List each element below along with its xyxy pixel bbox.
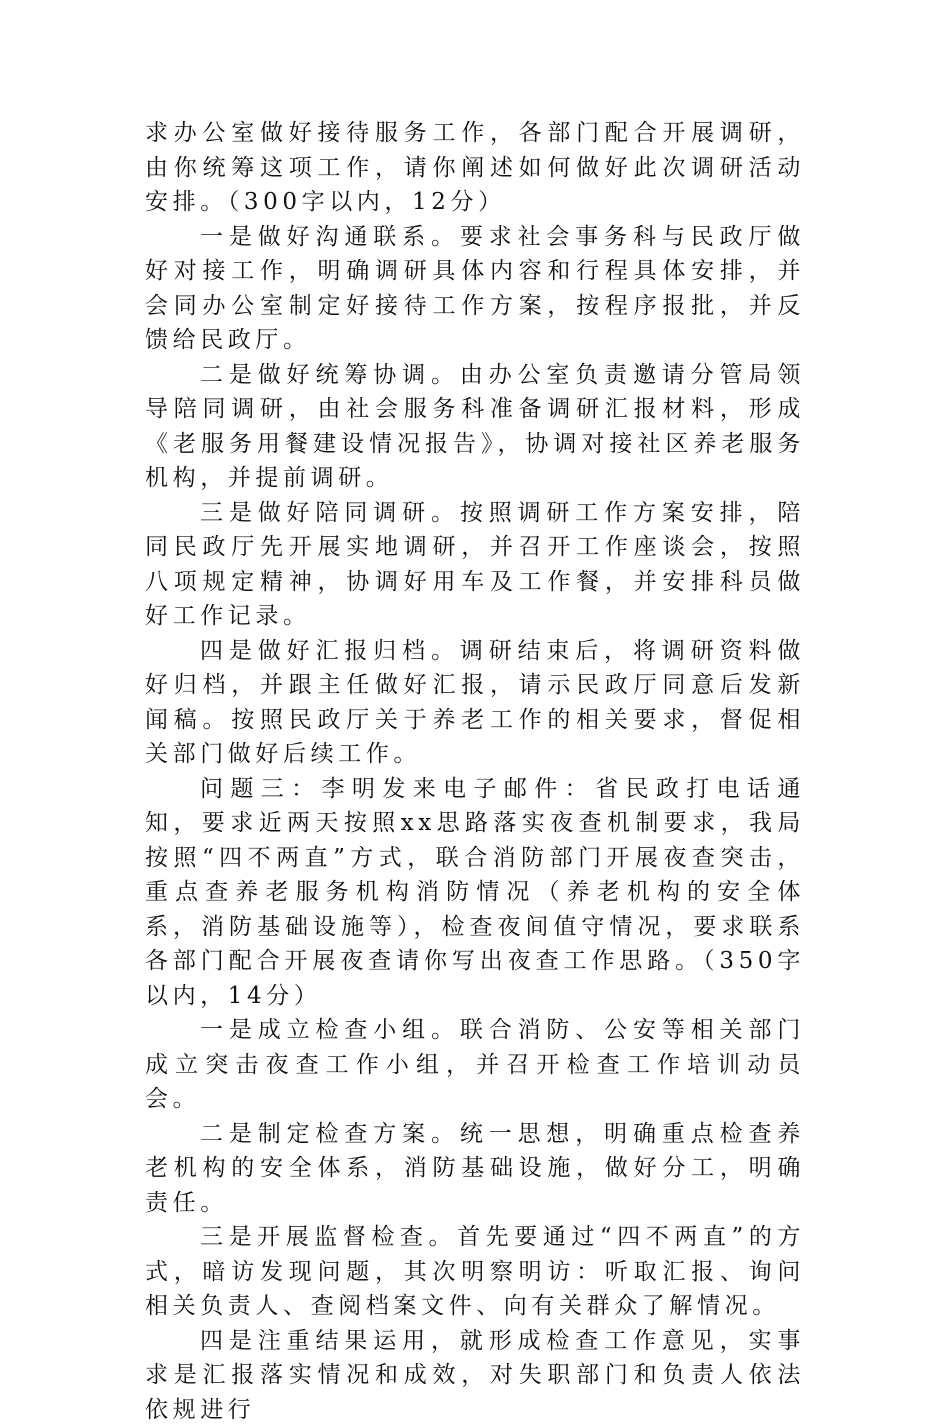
paragraph-question-three: 问题三：李明发来电子邮件：省民政打电话通知，要求近两天按照xx思路落实夜查机制要求，我局按照“四不两直”方式，联合消防部门开展夜查突击，重点查养老服务机构消防情况（养老机构的安全体系，消防基础设施等），检查夜间值守情况，要求联系各部门配合开展夜查请你写出夜查工作思路。（350字以内，14分） [145,772,805,1014]
document-page [145,116,805,1427]
paragraph-answer-team: 一是成立检查小组。联合消防、公安等相关部门成立突击夜查工作小组，并召开检查工作培训动员会。 [145,1013,805,1117]
paragraph-answer-results: 四是注重结果运用，就形成检查工作意见，实事求是汇报落实情况和成效，对失职部门和负责人依法依规进行 [145,1324,805,1427]
paragraph-question-continuation: 求办公室做好接待服务工作，各部门配合开展调研，由你统筹这项工作，请你阐述如何做好此次调研活动安排。（300字以内，12分） [145,116,805,220]
paragraph-answer-communication: 一是做好沟通联系。要求社会事务科与民政厅做好对接工作，明确调研具体内容和行程具体安排，并会同办公室制定好接待工作方案，按程序报批，并反馈给民政厅。 [145,220,805,358]
paragraph-answer-archive: 四是做好汇报归档。调研结束后，将调研资料做好归档，并跟主任做好汇报，请示民政厅同意后发新闻稿。按照民政厅关于养老工作的相关要求，督促相关部门做好后续工作。 [145,634,805,772]
paragraph-answer-accompany: 三是做好陪同调研。按照调研工作方案安排，陪同民政厅先开展实地调研，并召开工作座谈会，按照八项规定精神，协调好用车及工作餐，并安排科员做好工作记录。 [145,496,805,634]
paragraph-answer-inspection: 三是开展监督检查。首先要通过“四不两直”的方式，暗访发现问题，其次明察明访：听取汇报、询问相关负责人、查阅档案文件、向有关群众了解情况。 [145,1220,805,1324]
paragraph-answer-coordination: 二是做好统筹协调。由办公室负责邀请分管局领导陪同调研，由社会服务科准备调研汇报材料，形成《老服务用餐建设情况报告》，协调对接社区养老服务机构，并提前调研。 [145,358,805,496]
paragraph-answer-plan: 二是制定检查方案。统一思想，明确重点检查养老机构的安全体系，消防基础设施，做好分工，明确责任。 [145,1117,805,1221]
